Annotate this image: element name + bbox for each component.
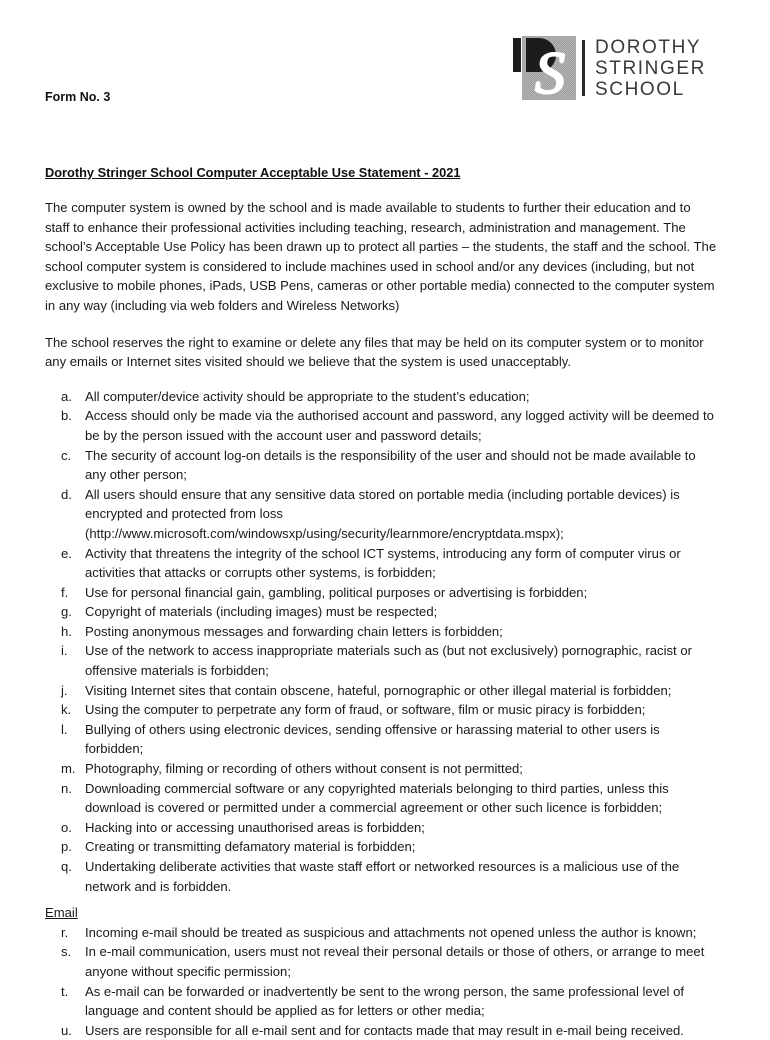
list-marker: m.	[61, 761, 76, 777]
list-item	[45, 641, 717, 680]
list-item	[45, 681, 717, 701]
list-item	[45, 700, 717, 720]
document-body	[45, 165, 717, 1040]
list-marker: g.	[61, 604, 72, 620]
logo-wordmark	[595, 37, 706, 100]
list-text: All users should ensure that any sensitive data stored on portable media (including portable devices) is encrypted and protected from loss (http://www.microsoft.com/windowsxp/using/security/learnmore/encryptdata.mspx);	[85, 486, 680, 541]
list-marker: n.	[61, 780, 72, 796]
logo-word-line-1: DOROTHY	[595, 36, 702, 58]
list-text: Use of the network to access inappropriate materials such as (but not exclusively) pornographic, racist or offensive materials is forbidden;	[85, 643, 692, 679]
list-text: In e-mail communication, users must not reveal their personal details or those of others, or arrange to meet anyone without specific permission;	[85, 944, 705, 979]
list-item	[45, 818, 717, 838]
list-item	[45, 857, 717, 896]
list-text: Incoming e-mail should be treated as suspicious and attachments not opened unless the author is known;	[85, 924, 697, 940]
list-item	[45, 387, 717, 407]
list-marker: a.	[61, 388, 72, 404]
list-item	[45, 942, 717, 981]
school-logo	[512, 36, 706, 100]
list-text: Visiting Internet sites that contain obscene, hateful, pornographic or other illegal material is forbidden;	[85, 682, 672, 698]
list-marker: k.	[61, 702, 72, 718]
list-marker: o.	[61, 819, 72, 835]
list-marker: h.	[61, 623, 72, 639]
list-text: Using the computer to perpetrate any form of fraud, or software, film or music piracy is forbidden;	[85, 702, 646, 718]
list-marker: s.	[61, 944, 72, 960]
list-item	[45, 544, 717, 583]
acceptable-use-list	[45, 387, 717, 896]
monitoring-paragraph: The school reserves the right to examine or delete any files that may be held on its computer system or to monitor any emails or Internet sites visited should we believe that the system is used unacceptably.	[45, 334, 704, 370]
list-marker: e.	[61, 545, 72, 561]
list-text: Undertaking deliberate activities that waste staff effort or networked resources is a malicious use of the network and is forbidden.	[85, 859, 680, 894]
list-marker: t.	[61, 983, 69, 999]
list-text: Bullying of others using electronic devices, sending offensive or harassing material to other users is forbidden;	[85, 721, 660, 757]
list-text: Downloading commercial software or any copyrighted materials belonging to third parties, unless this download is covered or permitted under a commercial agreement or other such licence is forbidden;	[85, 780, 669, 816]
list-marker: q.	[61, 859, 72, 874]
list-marker: d.	[61, 486, 72, 502]
list-item	[45, 602, 717, 622]
list-text: As e-mail can be forwarded or inadvertently be sent to the wrong person, the same professional level of language and content should be applied as for letters or other media;	[85, 983, 685, 1019]
list-text: Users are responsible for all e-mail sent and for contacts made that may result in e-mail being received.	[85, 1022, 684, 1038]
list-item	[45, 779, 717, 818]
intro-paragraph: The computer system is owned by the school and is made available to students to further their education and to staff to enhance their professional activities including teaching, research, administration and management. The school’s Acceptable Use Policy has been drawn up to protect all parties – the students, the staff and the school. The school computer system is considered to include machines used in school and/or any devices (including, but not exclusive to mobile phones, iPads, USB Pens, cameras or other portable media) connected to the computer system in any way (including via web folders and Wireless Networks)	[45, 200, 717, 313]
email-section-heading: Email	[45, 905, 78, 921]
list-item	[45, 837, 717, 857]
list-text: Posting anonymous messages and forwarding chain letters is forbidden;	[85, 623, 503, 639]
list-text: Activity that threatens the integrity of the school ICT systems, introducing any form of computer virus or activities that attacks or corrupts other systems, is forbidden;	[85, 545, 681, 581]
email-use-list	[45, 923, 717, 1040]
list-item	[45, 485, 717, 544]
list-marker: u.	[61, 1022, 72, 1038]
logo-d-stem	[513, 38, 521, 72]
logo-word-line-2: STRINGER	[595, 57, 706, 79]
list-item	[45, 406, 717, 445]
list-marker: i.	[61, 643, 68, 659]
page-title: Dorothy Stringer School Computer Acceptable Use Statement - 2021	[45, 165, 461, 180]
list-text: Copyright of materials (including images) must be respected;	[85, 604, 438, 620]
list-marker: r.	[61, 924, 69, 940]
list-marker: p.	[61, 839, 72, 855]
logo-monogram-icon	[512, 36, 576, 100]
list-text: The security of account log-on details is the responsibility of the user and should not be made available to any other person;	[85, 447, 696, 483]
logo-divider-bar	[582, 40, 585, 96]
list-item	[45, 759, 717, 779]
list-item	[45, 720, 717, 759]
list-marker: c.	[61, 447, 72, 463]
list-item	[45, 622, 717, 642]
list-text: Use for personal financial gain, gambling, political purposes or advertising is forbidden;	[85, 584, 588, 600]
list-text: Access should only be made via the authorised account and password, any logged activity will be deemed to be by the person issued with the account user and password details;	[85, 408, 714, 443]
list-item	[45, 583, 717, 603]
logo-s-swash: S	[535, 40, 565, 100]
list-item	[45, 923, 717, 943]
list-text: Creating or transmitting defamatory material is forbidden;	[85, 839, 416, 855]
form-number: Form No. 3	[45, 90, 111, 104]
logo-word-line-3: SCHOOL	[595, 78, 685, 100]
list-marker: f.	[61, 584, 69, 600]
list-text: Hacking into or accessing unauthorised areas is forbidden;	[85, 819, 425, 835]
list-marker: l.	[61, 721, 68, 737]
list-text: All computer/device activity should be appropriate to the student’s education;	[85, 388, 530, 404]
list-item	[45, 982, 717, 1021]
list-marker: j.	[61, 682, 68, 698]
list-text: Photography, filming or recording of others without consent is not permitted;	[85, 761, 523, 777]
list-marker: b.	[61, 408, 72, 424]
list-item	[45, 446, 717, 485]
